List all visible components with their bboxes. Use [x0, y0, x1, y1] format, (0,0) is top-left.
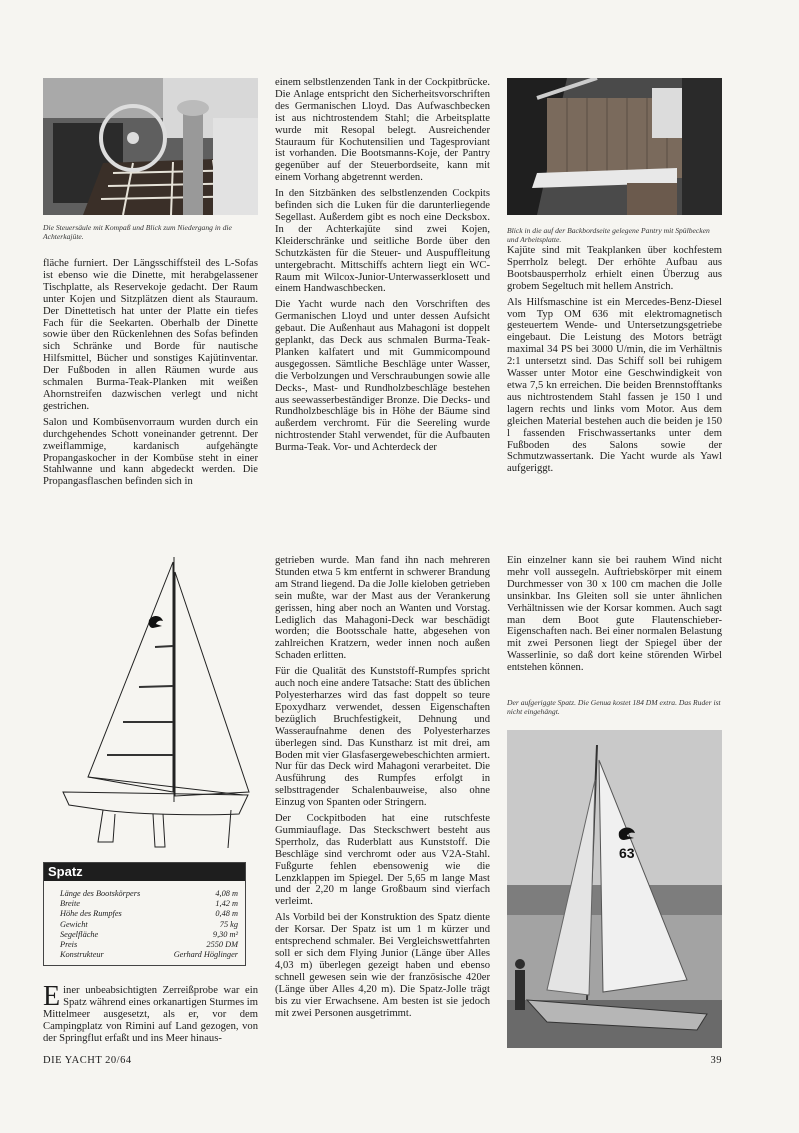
paragraph: In den Sitzbänken des selbstlenzenden Cockpits befinden sich die Luken für die darunterliegende Segellast. Außerdem gibt es noch eine Decksbox. In der Achterkajüte sind zwei Kojen, Kleiderschränke und seitliche Borde über den Schutzkästen für die Steuer- und Auspuffleitung untergebracht. Mittschiffs achtern liegt ein WC-Raum mit Wilcox-Junior-Unterwasserklosett und einem Handwaschbecken. — [275, 188, 490, 295]
paragraph: Als Vorbild bei der Konstruktion des Spatz diente der Korsar. Der Spatz ist um 1 m kürzer und entsprechend schmaler. Bei Vergleichswettfahrten soll er sich dem Flying Junior (Länge über Alles 4,03 m) überlegen gezeigt haben und ebenso schnell gewesen sein wie der französische 420er (Länge über Alles 4,20 m). Die Spatz-Jolle trägt bis zu vier Erwachsene. Am besten ist sie jedoch mit zwei Personen ausgetrimmt. — [275, 912, 490, 1019]
paragraph: getrieben wurde. Man fand ihn nach mehreren Stunden etwa 5 km entfernt in schwerer Brandung am Strand liegend. Da die Jolle kieloben getrieben sein mußte, war der Mast aus der Verankerung gerissen, hing aber noch an Wanten und Vorstag. Lediglich das Mahagoni-Deck war beschädigt worden; die Bootsschale hatte, abgesehen von zahlreichen Kratzern, weder innen noch außen Schaden erlitten. — [275, 555, 490, 662]
spec-box — [43, 862, 246, 966]
spec-row — [60, 909, 238, 919]
paragraph: Der Cockpitboden hat eine rutschfeste Gummiauflage. Das Steckschwert besteht aus Sperrholz, das Ruderblatt aus Kunststoff. Die Beschläge sind verchromt oder aus V2A-Stahl. Fußgurte fehlen ebensowenig wie die Lenzklappen im Spiegel. Der 5,65 m lange Mast und der 2,20 m lange Großbaum sind vierfach verleimt. — [275, 813, 490, 908]
spec-value: Gerhard Höglinger — [173, 950, 238, 960]
spec-row — [60, 940, 238, 950]
spec-value: 1,42 m — [215, 899, 238, 909]
spec-title: Spatz — [44, 863, 245, 881]
paragraph: Als Hilfsmaschine ist ein Mercedes-Benz-Diesel vom Typ OM 636 mit elektromagnetisch gesteuertem Wende- und Untersetzungsgetriebe eingebaut. Die Leistung des Motors beträgt maximal 34 PS bei 3000 U/min, die im Verhältnis 2:1 untersetzt sind. Das Schiff soll bei ruhigem Wasser unter Motor eine Geschwindigkeit von etwa 7,5 kn erreichen. Die beiden Brennstofftanks aus nichtrostendem Stahl fassen je 150 l und lagern rechts und links vom Motor. Aus dem gleichen Material bestehen auch die beiden je 150 l fassenden Frischwassertanks unter dem Fußboden des Salons sowie der Schmutzwassertank. Die Yacht wurde als Yawl aufgeriggt. — [507, 296, 722, 475]
spec-label: Gewicht — [60, 919, 88, 929]
spec-value: 9,30 m² — [212, 929, 238, 939]
top-column-2 — [275, 77, 490, 458]
paragraph-text: iner unbeabsichtigten Zerreißprobe war ein Spatz während eines orkanartigen Sturmes im Mittelmeer ausgesetzt, als er, vor dem Campingplatz von Rimini auf Land gezogen, von der Springflut erfaßt und ins Meer hinaus- — [43, 985, 258, 1044]
paragraph — [43, 981, 258, 1045]
spec-label: Höhe des Rumpfes — [60, 909, 122, 919]
spec-value: 2550 DM — [206, 940, 238, 950]
rigged-spatz-illustration — [507, 730, 722, 1048]
bottom-column-2 — [275, 555, 490, 1023]
sail-plan-svg — [43, 552, 258, 852]
spec-row — [60, 930, 238, 940]
pantry-illustration — [507, 78, 722, 215]
paragraph: Kajüte sind mit Teakplanken über kochfestem Sperrholz belegt. Der erhöhte Aufbau aus Bootsbausperrholz erhielt einen Überzug aus grobem Segeltuch mit hellem Anstrich. — [507, 245, 722, 292]
spec-label: Segelfläche — [60, 929, 99, 939]
bottom-column-1 — [43, 981, 258, 1049]
spec-row — [60, 920, 238, 930]
spec-label: Konstrukteur — [60, 950, 104, 960]
spec-rows — [60, 889, 238, 960]
paragraph: einem selbstlenzenden Tank in der Cockpitbrücke. Die Anlage entspricht den Sicherheitsvorschriften des Germanischen Lloyd. Das Aufwaschbecken ist aus nichtrostendem Stahl; die Arbeitsplatte wurde mit Resopal belegt. Ausreichender Stauraum für Kochutensilien und Tagesproviant ist vorhanden. Die Bootsmanns-Koje, der Pantry gegenüber auf der Steuerbordseite, kann mit einem Vorhang abgetrennt werden. — [275, 77, 490, 184]
paragraph: Ein einzelner kann sie bei rauhem Wind nicht mehr voll aussegeln. Auftriebskörper mit einem Durchmesser von 30 x 100 cm machen die Jolle unsinkbar. Ins Gleiten soll sie unter ähnlichen Verhältnissen wie der Korsar kommen. Auch sagt man dem Boot gute Flautenschieber-Eigenschaften nach. Bei einer normalen Belastung mit zwei Personen liegt der Spiegel über der Wasserlinie, so daß dort keine störenden Wirbel entstehen können. — [507, 555, 722, 674]
spec-value: 0,48 m — [215, 909, 238, 919]
top-column-1 — [43, 258, 258, 492]
top-column-3 — [507, 245, 722, 479]
drop-cap: E — [43, 981, 61, 1012]
spec-label: Preis — [60, 940, 78, 950]
spec-label: Länge des Bootskörpers — [60, 889, 141, 898]
spec-value: 4,08 m — [215, 889, 238, 898]
footer-magazine-issue: DIE YACHT 20/64 — [43, 1055, 132, 1066]
steering-column-illustration — [43, 78, 258, 215]
spec-value: 75 kg — [219, 919, 238, 929]
paragraph: Die Yacht wurde nach den Vorschriften des Germanischen Lloyd und unter dessen Aufsicht gebaut. Die Außenhaut aus Mahagoni ist doppelt geplankt, das Deck aus schmalen Burma-Teak-Planken kalfatert und mit Gummicompound ausgegossen. Sämtliche Beschläge unter Wasser, die Verbolzungen und Verschraubungen sowie alle Decks-, Mast- und Rundholzbeschläge bestehen aus seewasserbeständiger Bronze. Die Decks- und Rundholzbeschläge bis in Höhe der Bäume sind außerdem verchromt. Für die Seereling wurde nichtrostender Stahl verwendet, für die Aufbauten Burma-Teak. Vor- und Achterdeck der — [275, 299, 490, 454]
caption-photo2: Blick in die auf der Backbordseite gelegene Pantry mit Spülbecken und Arbeitsplatte. — [507, 226, 710, 245]
paragraph: Salon und Kombüsenvorraum wurden durch ein durchgehendes Schott voneinander getrennt. Der zweiflammige, kardanisch aufgehängte Propangaskocher in der Kombüse steht in einer Stahlwanne und kann abgedeckt werden. Die Propangasflaschen befinden sich in — [43, 416, 258, 488]
bottom-column-3 — [507, 555, 722, 678]
paragraph: fläche furniert. Der Längsschiffsteil des L-Sofas ist ebenso wie die Dinette, mit herabgelassener Tischplatte, als Reservekoje gedacht. Der Raum unter Kojen und Sitzplätzen dient als Stauraum. Der Dinettetisch hat unter der Platte ein tiefes Fach für die Seekarten. Oberhalb der Dinette sowie über den Rückenlehnen des Sofas befinden sich Schränke und Borde für nautische Hilfsmittel, Bücher und sonstiges Kajütinventar. Der Fußboden in allen Räumen wurde aus schmalen Burma-Teak-Planken mit weißen Ahornstreifen dazwischen verlegt und nicht gestrichen. — [43, 258, 258, 412]
photo-pantry — [507, 78, 722, 215]
page-number: 39 — [710, 1055, 722, 1066]
sail-plan-drawing — [43, 552, 258, 852]
sail-number: 63 — [619, 845, 635, 861]
spec-row — [60, 899, 238, 909]
paragraph: Für die Qualität des Kunststoff-Rumpfes spricht auch noch eine andere Tatsache: Statt des üblichen Polyesterharzes wird das fast doppelt so teure Epoxydharz verwendet, dessen Eigenschaften bezüglich Bruchfestigkeit, Dehnung und Wasseraufnahme denen des Polyesterharzes überlegen sind. Das Kunstharz ist mit drei, am Boden mit vier Glasfasergewebeschichten armiert. Nur für das Deck wird Mahagoni verarbeitet. Die Ausführung des Rumpfes erfolgt in selbsttragender Schalenbauweise, also ohne Einzug von Spanten oder Stringern. — [275, 666, 490, 809]
spec-row — [60, 889, 238, 899]
caption-photo1: Die Steuersäule mit Kompaß und Blick zum Niedergang in die Achterkajüte. — [43, 223, 232, 242]
caption-photo3: Der aufgeriggte Spatz. Die Genua kostet 184 DM extra. Das Ruder ist nicht eingehängt. — [507, 698, 721, 717]
spec-label: Breite — [60, 899, 80, 909]
spec-row — [60, 950, 238, 960]
photo-steering-column — [43, 78, 258, 215]
photo-rigged-spatz — [507, 730, 722, 1048]
